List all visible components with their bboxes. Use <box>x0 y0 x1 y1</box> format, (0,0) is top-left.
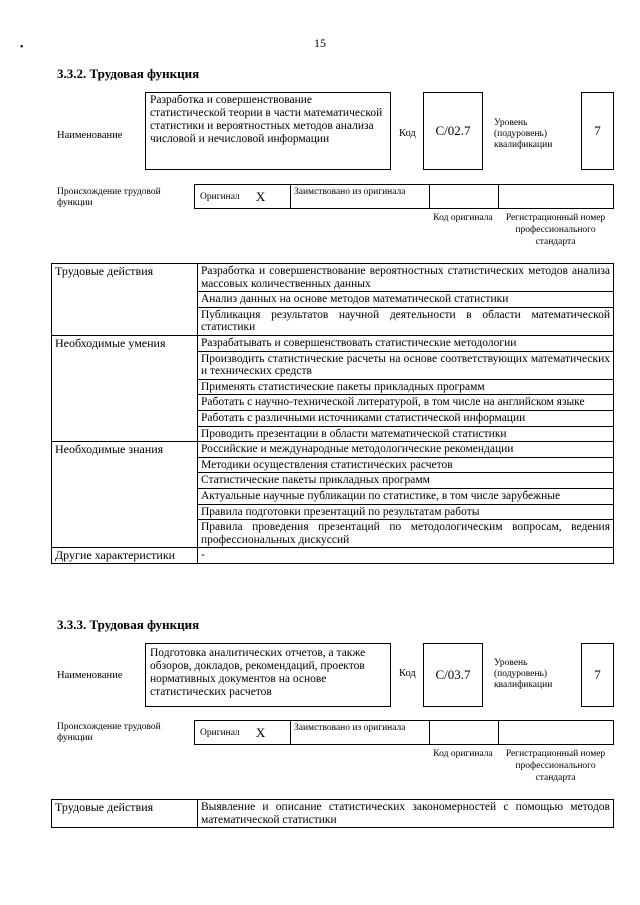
code-value: C/03.7 <box>423 643 483 707</box>
table-cell: Актуальные научные публикации по статистике, в том числе зарубежные <box>198 488 614 504</box>
group-label: Необходимые знания <box>52 442 198 548</box>
scan-dot: • <box>20 42 24 53</box>
code-of-original-cell <box>430 185 499 208</box>
function-name-box: Подготовка аналитических отчетов, а также обзоров, докладов, рекомендаций, проектов нормативных документов на основе статистических расчетов <box>145 643 391 707</box>
original-mark: X <box>255 724 266 740</box>
group-label: Другие характеристики <box>52 548 198 564</box>
code-value: C/02.7 <box>423 92 483 170</box>
table-cell: Методики осуществления статистических расчетов <box>198 457 614 473</box>
borrowed-label: Заимствовано из оригинала <box>291 721 430 744</box>
table-cell: Проводить презентации в области математической статистики <box>198 426 614 442</box>
code-label: Код <box>399 668 416 679</box>
function-table <box>51 263 614 564</box>
code-of-original-cell <box>430 721 499 744</box>
group-label: Трудовые действия <box>52 800 198 828</box>
table-cell: Анализ данных на основе методов математической статистики <box>198 292 614 308</box>
origin-row <box>194 720 614 745</box>
page-number: 15 <box>314 36 326 50</box>
reg-number-cell <box>499 185 613 208</box>
table-cell: Правила подготовки презентаций по результатам работы <box>198 504 614 520</box>
table-cell: Работать с различными источниками статистической информации <box>198 410 614 426</box>
table-cell: Публикация результатов научной деятельности в области математической статистики <box>198 307 614 335</box>
table-cell: Работать с научно-технической литературой, в том числе на английском языке <box>198 395 614 411</box>
code-of-original-label: Код оригинала <box>433 213 493 223</box>
level-value: 7 <box>581 643 614 707</box>
group-label: Трудовые действия <box>52 264 198 336</box>
level-label: Уровень (подуровень) квалификации <box>494 118 553 150</box>
level-value: 7 <box>581 92 614 170</box>
table-cell: Производить статистические расчеты на основе соответствующих математических и технических средств <box>198 351 614 379</box>
table-cell: Разработка и совершенствование вероятностных статистических методов анализа массовых количественных данных <box>198 264 614 292</box>
origin-row <box>194 184 614 209</box>
original-mark: X <box>255 188 266 204</box>
section-heading: 3.3.2. Трудовая функция <box>57 66 200 81</box>
borrowed-label: Заимствовано из оригинала <box>291 185 430 208</box>
reg-number-label: Регистрационный номер профессионального стандарта <box>505 213 606 247</box>
code-of-original-label: Код оригинала <box>433 749 493 759</box>
table-cell: Статистические пакеты прикладных программ <box>198 473 614 489</box>
name-label: Наименование <box>57 130 123 141</box>
original-label: Оригинал <box>200 191 240 202</box>
section-heading: 3.3.3. Трудовая функция <box>57 617 200 632</box>
table-cell: Российские и международные методологические рекомендации <box>198 442 614 458</box>
group-label: Необходимые умения <box>52 335 198 441</box>
table-cell: Применять статистические пакеты прикладных программ <box>198 379 614 395</box>
original-label: Оригинал <box>200 727 240 738</box>
code-label: Код <box>399 128 416 139</box>
level-label: Уровень (подуровень) квалификации <box>494 658 553 690</box>
origin-label: Происхождение трудовой функции <box>57 187 161 208</box>
origin-label: Происхождение трудовой функции <box>57 722 161 743</box>
table-cell: Разрабатывать и совершенствовать статистические методологии <box>198 335 614 351</box>
function-table <box>51 799 614 828</box>
reg-number-cell <box>499 721 613 744</box>
name-label: Наименование <box>57 670 123 681</box>
reg-number-label: Регистрационный номер профессионального стандарта <box>505 749 606 783</box>
function-name-box: Разработка и совершенствование статистической теории в части математической статистики и вероятностных методов анализа числовой и нечисловой информации <box>145 92 391 170</box>
table-cell: Правила проведения презентаций по методологическим вопросам, ведения профессиональных дискуссий <box>198 520 614 548</box>
table-cell: Выявление и описание статистических закономерностей с помощью методов математической статистики <box>198 800 614 828</box>
table-cell: - <box>198 548 614 564</box>
